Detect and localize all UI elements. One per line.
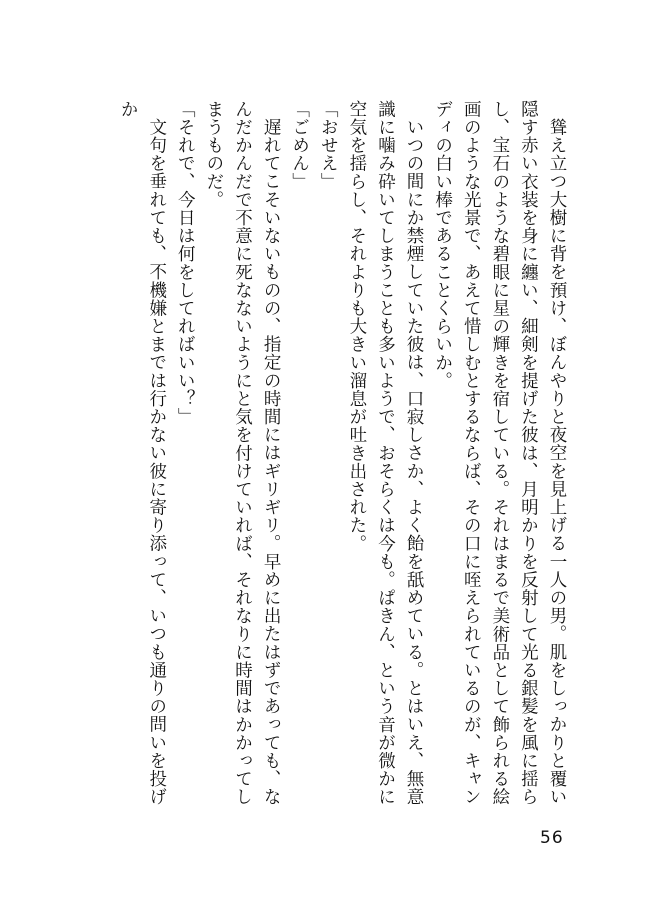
paragraph-late: 遅れてこそいないものの、指定の時間にはギリギリ。早めに出たはずであっても、なんだかんだで不意に死なないようにと気を付けていれば、それなりに時間はかかってしまうものだ。 (203, 100, 282, 806)
page-number: 56 (540, 828, 564, 848)
paragraph-candy: いつの間にか禁煙していた彼は、口寂しさか、よく飴を舐めている。とはいえ、無意識に噛み砕いてしまうことも多いようで、おそらくは今も。ぱきん、という音が微かに空気を揺らし、それよりも大きい溜息が吐き出された。 (346, 100, 425, 806)
paragraph-question: 文句を垂れても、不機嫌とまでは行かない彼に寄り添って、いつも通りの問いを投げか (118, 100, 167, 806)
dialogue-line: 「それで、今日は何をしてればいい？」 (175, 100, 196, 426)
vertical-text-block (91, 100, 571, 820)
dialogue-line: 「おせえ」 (318, 100, 339, 191)
paragraph-tree-scene: 聳え立つ大樹に背を預け、ぼんやりと夜空を見上げる一人の男。肌をしっかりと覆い隠す赤い衣装を身に纏い、細剣を提げた彼は、月明かりを反射して光る銀髪を風に揺らし、宝石のような碧眼に星の輝きを宿している。それはまるで美術品として飾られる絵画のような光景で、あえて惜しむとするならば、その口に咥えられているのが、キャンディの白い棒であることくらいか。 (432, 100, 567, 806)
dialogue-line: 「ごめん」 (289, 100, 310, 191)
